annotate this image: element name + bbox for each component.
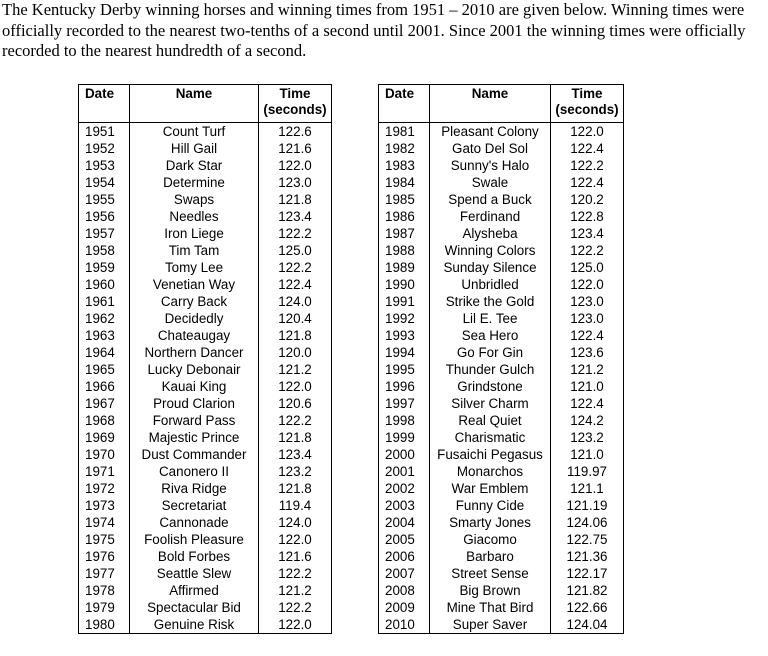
table-row: [79, 599, 332, 616]
table-row: [379, 599, 624, 616]
cell-time: 121.82: [551, 582, 624, 599]
cell-name: Lucky Debonair: [130, 361, 259, 378]
cell-name: Charismatic: [430, 429, 551, 446]
cell-date: 2004: [379, 514, 430, 531]
table-header-row: [379, 85, 624, 123]
table-row: [379, 344, 624, 361]
cell-time: 121.6: [259, 140, 332, 157]
cell-time: 122.0: [551, 276, 624, 293]
cell-name: Dust Commander: [130, 446, 259, 463]
cell-time: 122.0: [259, 378, 332, 395]
cell-name: Tomy Lee: [130, 259, 259, 276]
header-time: [551, 85, 624, 123]
table-row: [379, 242, 624, 259]
table-row: [379, 327, 624, 344]
cell-name: Affirmed: [130, 582, 259, 599]
table-row: [379, 259, 624, 276]
table-row: [79, 412, 332, 429]
table-row: [379, 446, 624, 463]
cell-name: Monarchos: [430, 463, 551, 480]
cell-name: Grindstone: [430, 378, 551, 395]
cell-date: 1973: [79, 497, 130, 514]
cell-name: Bold Forbes: [130, 548, 259, 565]
cell-name: Genuine Risk: [130, 616, 259, 634]
cell-name: Carry Back: [130, 293, 259, 310]
cell-date: 1972: [79, 480, 130, 497]
cell-time: 121.2: [259, 361, 332, 378]
cell-date: 1990: [379, 276, 430, 293]
cell-time: 122.0: [259, 531, 332, 548]
cell-name: Go For Gin: [430, 344, 551, 361]
cell-date: 1996: [379, 378, 430, 395]
header-date: Date: [379, 85, 430, 123]
cell-time: 121.8: [259, 429, 332, 446]
cell-date: 1988: [379, 242, 430, 259]
cell-time: 122.4: [551, 140, 624, 157]
table-row: [79, 446, 332, 463]
cell-name: Fusaichi Pegasus: [430, 446, 551, 463]
cell-time: 125.0: [259, 242, 332, 259]
cell-date: 1971: [79, 463, 130, 480]
cell-name: Giacomo: [430, 531, 551, 548]
cell-name: Spend a Buck: [430, 191, 551, 208]
table-row: [79, 514, 332, 531]
cell-time: 121.0: [551, 446, 624, 463]
header-time-unit: (seconds): [555, 102, 619, 117]
intro-paragraph: The Kentucky Derby winning horses and winning times from 1951 – 2010 are given below. Winning times were officially recorded to the nearest two-tenths of a second until 2001. Since 2001 the winning times were officially recorded to the nearest hundredth of a second.: [2, 0, 746, 60]
cell-date: 1953: [79, 157, 130, 174]
cell-date: 1967: [79, 395, 130, 412]
cell-time: 124.06: [551, 514, 624, 531]
cell-date: 1992: [379, 310, 430, 327]
cell-time: 122.2: [259, 412, 332, 429]
cell-name: War Emblem: [430, 480, 551, 497]
table-row: [79, 157, 332, 174]
table-row: [79, 480, 332, 497]
header-date: Date: [79, 85, 130, 123]
cell-date: 1983: [379, 157, 430, 174]
cell-time: 123.2: [259, 463, 332, 480]
cell-date: 2008: [379, 582, 430, 599]
cell-name: Sunday Silence: [430, 259, 551, 276]
cell-name: Big Brown: [430, 582, 551, 599]
table-row: [379, 429, 624, 446]
cell-time: 121.19: [551, 497, 624, 514]
table-row: [79, 497, 332, 514]
cell-time: 123.0: [551, 293, 624, 310]
cell-time: 122.0: [259, 157, 332, 174]
cell-name: Northern Dancer: [130, 344, 259, 361]
cell-name: Riva Ridge: [130, 480, 259, 497]
cell-date: 1965: [79, 361, 130, 378]
cell-time: 119.4: [259, 497, 332, 514]
cell-date: 1993: [379, 327, 430, 344]
cell-date: 1960: [79, 276, 130, 293]
cell-name: Swaps: [130, 191, 259, 208]
cell-name: Pleasant Colony: [430, 123, 551, 141]
cell-name: Smarty Jones: [430, 514, 551, 531]
table-row: [379, 565, 624, 582]
cell-date: 1962: [79, 310, 130, 327]
cell-date: 1978: [79, 582, 130, 599]
table-row: [79, 242, 332, 259]
cell-time: 124.0: [259, 514, 332, 531]
cell-name: Canonero II: [130, 463, 259, 480]
cell-time: 122.4: [551, 395, 624, 412]
cell-time: 122.0: [259, 616, 332, 634]
table-row: [79, 395, 332, 412]
header-time-label: Time: [571, 86, 603, 101]
derby-table-1951-1980: [78, 84, 332, 634]
cell-time: 122.8: [551, 208, 624, 225]
table-row: [79, 582, 332, 599]
table-row: [79, 463, 332, 480]
cell-time: 123.4: [259, 446, 332, 463]
cell-time: 122.6: [259, 123, 332, 141]
cell-name: Barbaro: [430, 548, 551, 565]
cell-date: 1955: [79, 191, 130, 208]
cell-date: 1961: [79, 293, 130, 310]
cell-time: 123.2: [551, 429, 624, 446]
table-row: [379, 616, 624, 634]
table-body: [79, 123, 332, 634]
cell-time: 122.75: [551, 531, 624, 548]
cell-date: 1998: [379, 412, 430, 429]
cell-name: Mine That Bird: [430, 599, 551, 616]
cell-date: 2010: [379, 616, 430, 634]
table-row: [79, 565, 332, 582]
cell-date: 1957: [79, 225, 130, 242]
header-time: [259, 85, 332, 123]
table-row: [379, 582, 624, 599]
cell-date: 2003: [379, 497, 430, 514]
table-row: [79, 327, 332, 344]
table-row: [379, 531, 624, 548]
table-row: [79, 361, 332, 378]
header-time-unit: (seconds): [263, 102, 327, 117]
cell-date: 2001: [379, 463, 430, 480]
cell-time: 120.6: [259, 395, 332, 412]
table-row: [79, 225, 332, 242]
cell-date: 1987: [379, 225, 430, 242]
cell-date: 2002: [379, 480, 430, 497]
table-body: [379, 123, 624, 634]
cell-name: Swale: [430, 174, 551, 191]
cell-time: 122.2: [259, 259, 332, 276]
table-row: [79, 259, 332, 276]
cell-name: Needles: [130, 208, 259, 225]
table-row: [379, 361, 624, 378]
cell-name: Count Turf: [130, 123, 259, 141]
cell-time: 122.2: [551, 157, 624, 174]
cell-name: Proud Clarion: [130, 395, 259, 412]
table-row: [379, 412, 624, 429]
table-row: [79, 616, 332, 634]
table-row: [79, 378, 332, 395]
cell-name: Silver Charm: [430, 395, 551, 412]
cell-date: 1954: [79, 174, 130, 191]
table-row: [379, 225, 624, 242]
cell-name: Iron Liege: [130, 225, 259, 242]
cell-name: Tim Tam: [130, 242, 259, 259]
cell-time: 121.0: [551, 378, 624, 395]
table-row: [379, 157, 624, 174]
header-name: Name: [430, 85, 551, 123]
cell-time: 123.0: [259, 174, 332, 191]
table-row: [79, 293, 332, 310]
cell-name: Forward Pass: [130, 412, 259, 429]
cell-name: Majestic Prince: [130, 429, 259, 446]
cell-name: Cannonade: [130, 514, 259, 531]
cell-name: Kauai King: [130, 378, 259, 395]
table-row: [379, 140, 624, 157]
cell-time: 123.4: [551, 225, 624, 242]
table-row: [79, 208, 332, 225]
cell-time: 119.97: [551, 463, 624, 480]
table-row: [79, 548, 332, 565]
cell-date: 2000: [379, 446, 430, 463]
cell-name: Venetian Way: [130, 276, 259, 293]
cell-time: 124.0: [259, 293, 332, 310]
cell-name: Chateaugay: [130, 327, 259, 344]
cell-date: 1985: [379, 191, 430, 208]
cell-name: Unbridled: [430, 276, 551, 293]
cell-time: 122.2: [259, 225, 332, 242]
cell-time: 121.2: [259, 582, 332, 599]
cell-time: 122.2: [259, 599, 332, 616]
cell-time: 124.04: [551, 616, 624, 634]
cell-date: 2009: [379, 599, 430, 616]
cell-date: 1991: [379, 293, 430, 310]
cell-time: 122.66: [551, 599, 624, 616]
table-row: [379, 378, 624, 395]
cell-time: 121.8: [259, 480, 332, 497]
table-row: [379, 191, 624, 208]
cell-time: 122.2: [259, 565, 332, 582]
cell-name: Super Saver: [430, 616, 551, 634]
cell-name: Alysheba: [430, 225, 551, 242]
cell-time: 122.0: [551, 123, 624, 141]
cell-date: 1970: [79, 446, 130, 463]
cell-date: 1980: [79, 616, 130, 634]
cell-date: 1952: [79, 140, 130, 157]
cell-date: 1981: [379, 123, 430, 141]
table-row: [79, 191, 332, 208]
cell-date: 2005: [379, 531, 430, 548]
table-row: [79, 174, 332, 191]
cell-date: 1966: [79, 378, 130, 395]
cell-date: 1977: [79, 565, 130, 582]
cell-name: Strike the Gold: [430, 293, 551, 310]
cell-name: Foolish Pleasure: [130, 531, 259, 548]
cell-date: 1975: [79, 531, 130, 548]
table-row: [79, 344, 332, 361]
cell-date: 1959: [79, 259, 130, 276]
cell-time: 123.4: [259, 208, 332, 225]
cell-time: 123.6: [551, 344, 624, 361]
table-row: [379, 310, 624, 327]
cell-name: Sea Hero: [430, 327, 551, 344]
cell-date: 1951: [79, 123, 130, 141]
table-row: [379, 208, 624, 225]
table-row: [379, 514, 624, 531]
cell-date: 1994: [379, 344, 430, 361]
cell-date: 1997: [379, 395, 430, 412]
cell-name: Dark Star: [130, 157, 259, 174]
cell-time: 122.4: [259, 276, 332, 293]
cell-name: Sunny's Halo: [430, 157, 551, 174]
table-row: [79, 140, 332, 157]
cell-name: Thunder Gulch: [430, 361, 551, 378]
cell-time: 122.2: [551, 242, 624, 259]
cell-name: Street Sense: [430, 565, 551, 582]
cell-time: 121.1: [551, 480, 624, 497]
cell-time: 123.0: [551, 310, 624, 327]
cell-time: 125.0: [551, 259, 624, 276]
cell-time: 122.4: [551, 327, 624, 344]
cell-name: Lil E. Tee: [430, 310, 551, 327]
cell-date: 1984: [379, 174, 430, 191]
cell-name: Funny Cide: [430, 497, 551, 514]
cell-date: 1995: [379, 361, 430, 378]
cell-name: Seattle Slew: [130, 565, 259, 582]
table-row: [379, 548, 624, 565]
table-row: [79, 276, 332, 293]
cell-date: 2006: [379, 548, 430, 565]
cell-time: 120.0: [259, 344, 332, 361]
cell-time: 122.17: [551, 565, 624, 582]
cell-date: 1989: [379, 259, 430, 276]
cell-date: 1963: [79, 327, 130, 344]
cell-date: 1999: [379, 429, 430, 446]
cell-time: 120.2: [551, 191, 624, 208]
cell-time: 121.2: [551, 361, 624, 378]
table-row: [379, 497, 624, 514]
cell-time: 124.2: [551, 412, 624, 429]
table-row: [79, 310, 332, 327]
cell-time: 122.4: [551, 174, 624, 191]
derby-table-1981-2010: [378, 84, 624, 634]
table-row: [379, 276, 624, 293]
header-name: Name: [130, 85, 259, 123]
cell-name: Hill Gail: [130, 140, 259, 157]
cell-time: 121.6: [259, 548, 332, 565]
table-header-row: [79, 85, 332, 123]
cell-date: 1976: [79, 548, 130, 565]
table-row: [379, 293, 624, 310]
table-row: [379, 174, 624, 191]
table-row: [379, 463, 624, 480]
cell-date: 1968: [79, 412, 130, 429]
cell-date: 1964: [79, 344, 130, 361]
cell-name: Real Quiet: [430, 412, 551, 429]
cell-date: 1979: [79, 599, 130, 616]
cell-name: Determine: [130, 174, 259, 191]
table-row: [379, 395, 624, 412]
cell-date: 1982: [379, 140, 430, 157]
cell-date: 1969: [79, 429, 130, 446]
header-time-label: Time: [279, 86, 311, 101]
table-row: [379, 123, 624, 141]
cell-time: 120.4: [259, 310, 332, 327]
cell-date: 1958: [79, 242, 130, 259]
table-row: [79, 531, 332, 548]
cell-name: Spectacular Bid: [130, 599, 259, 616]
table-row: [79, 429, 332, 446]
cell-name: Decidedly: [130, 310, 259, 327]
cell-time: 121.8: [259, 327, 332, 344]
cell-date: 1956: [79, 208, 130, 225]
cell-time: 121.36: [551, 548, 624, 565]
cell-date: 1986: [379, 208, 430, 225]
table-row: [379, 480, 624, 497]
cell-date: 1974: [79, 514, 130, 531]
table-row: [79, 123, 332, 141]
cell-date: 2007: [379, 565, 430, 582]
cell-name: Secretariat: [130, 497, 259, 514]
cell-name: Winning Colors: [430, 242, 551, 259]
cell-time: 121.8: [259, 191, 332, 208]
cell-name: Ferdinand: [430, 208, 551, 225]
cell-name: Gato Del Sol: [430, 140, 551, 157]
